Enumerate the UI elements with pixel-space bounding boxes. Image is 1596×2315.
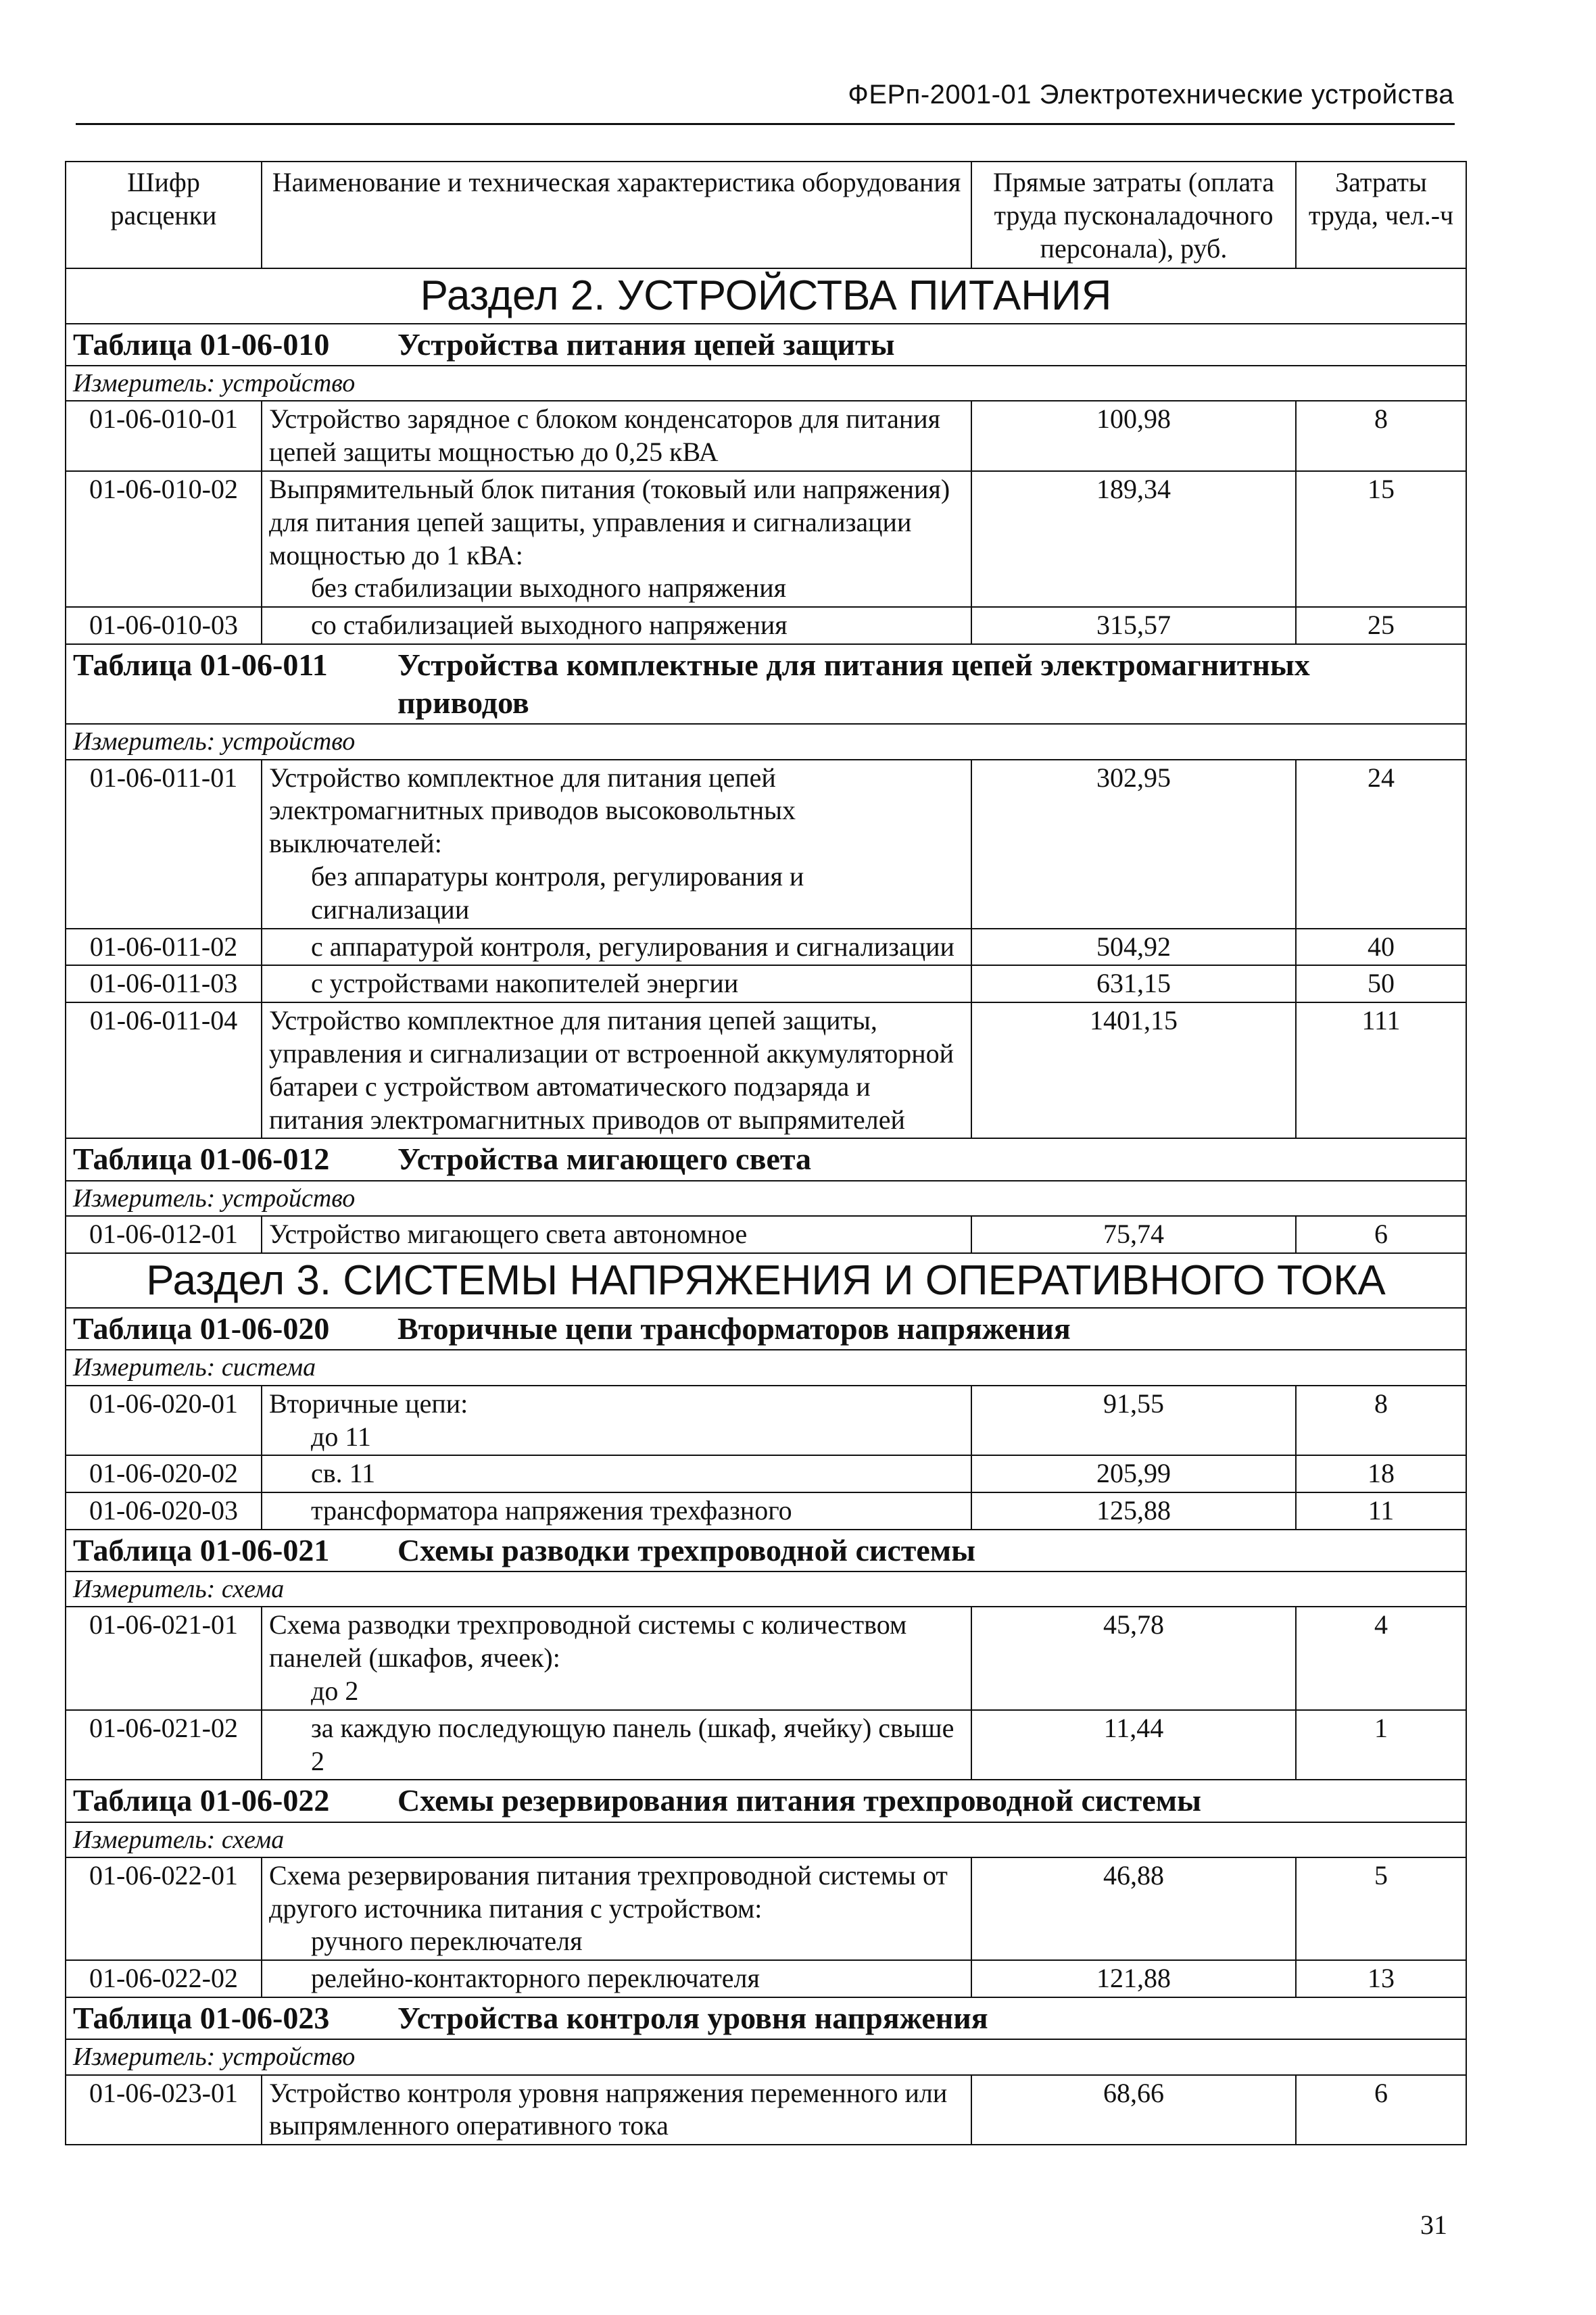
table-number: Таблица 01-06-022	[73, 1783, 330, 1818]
table-number: Таблица 01-06-010	[73, 327, 330, 362]
rate-code: 01-06-020-01	[66, 1386, 262, 1456]
rate-code: 01-06-012-01	[66, 1216, 262, 1253]
table-name: Устройства комплектные для питания цепей электромагнитных приводов	[397, 648, 1310, 721]
direct-cost: 189,34	[971, 471, 1296, 607]
direct-cost: 504,92	[971, 929, 1296, 966]
table-heading	[66, 1997, 1466, 2039]
rate-description: с устройствами накопителей энергии	[311, 968, 739, 999]
table-row	[66, 1607, 1466, 1709]
section-title: Раздел 3. СИСТЕМЫ НАПРЯЖЕНИЯ И ОПЕРАТИВНОГО ТОКА	[66, 1253, 1466, 1309]
unit-row	[66, 2039, 1466, 2074]
section-title: Раздел 2. УСТРОЙСТВА ПИТАНИЯ	[66, 268, 1466, 324]
unit-label: Измеритель: система	[66, 1350, 1466, 1385]
rate-description: трансформатора напряжения трехфазного	[311, 1495, 792, 1526]
rate-description: Устройство комплектное для питания цепей защиты, управления и сигнализации от встроенной аккумуляторной батареи с устройством автоматического подзаряда и питания электромагнитных приводов от выпрямителей	[269, 1005, 954, 1135]
column-header-name: Наименование и техническая характеристика оборудования	[262, 162, 971, 268]
unit-row	[66, 1571, 1466, 1607]
rate-description-cell	[262, 1492, 971, 1530]
rate-code: 01-06-020-02	[66, 1455, 262, 1492]
table-row	[66, 607, 1466, 644]
rate-code: 01-06-011-03	[66, 965, 262, 1002]
rate-description: Устройство контроля уровня напряжения переменного или выпрямленного оперативного тока	[269, 2077, 948, 2141]
rate-code: 01-06-021-01	[66, 1607, 262, 1709]
unit-label: Измеритель: устройство	[66, 2039, 1466, 2074]
table-name: Схемы резервирования питания трехпроводной системы	[397, 1783, 1202, 1818]
table-row	[66, 1492, 1466, 1530]
table-heading	[66, 324, 1466, 366]
labor-cost: 11	[1296, 1492, 1466, 1530]
table-heading-row	[66, 1530, 1466, 1571]
table-heading-row	[66, 644, 1466, 724]
rate-description-cell	[262, 1002, 971, 1138]
rate-description: до 11	[311, 1421, 371, 1452]
rate-code: 01-06-020-03	[66, 1492, 262, 1530]
rate-code: 01-06-011-04	[66, 1002, 262, 1138]
unit-row	[66, 724, 1466, 759]
table-body	[66, 268, 1466, 2145]
unit-label: Измеритель: устройство	[66, 724, 1466, 759]
labor-cost: 111	[1296, 1002, 1466, 1138]
direct-cost: 45,78	[971, 1607, 1296, 1709]
unit-row	[66, 1181, 1466, 1216]
table-row	[66, 1455, 1466, 1492]
rate-code: 01-06-011-01	[66, 760, 262, 929]
unit-label: Измеритель: устройство	[66, 366, 1466, 401]
rate-description-cell	[262, 1216, 971, 1253]
rate-description: релейно-контакторного переключателя	[311, 1963, 760, 1994]
rates-table	[65, 161, 1467, 2145]
rate-description-cell	[262, 471, 971, 607]
rate-code: 01-06-022-02	[66, 1960, 262, 1997]
table-row	[66, 1002, 1466, 1138]
rate-code: 01-06-022-01	[66, 1857, 262, 1960]
rate-description: со стабилизацией выходного напряжения	[311, 610, 788, 641]
labor-cost: 8	[1296, 1386, 1466, 1456]
direct-cost: 125,88	[971, 1492, 1296, 1530]
rate-description-cell	[262, 760, 971, 929]
column-header-cost: Прямые затраты (оплата труда пусконаладочного персонала), руб.	[971, 162, 1296, 268]
rate-description-cell	[262, 1960, 971, 1997]
unit-row	[66, 1822, 1466, 1857]
table-name: Устройства контроля уровня напряжения	[397, 2001, 988, 2036]
rate-description: за каждую последующую панель (шкаф, ячейку) свыше 2	[311, 1712, 954, 1776]
table-heading-row	[66, 1780, 1466, 1822]
rate-description: без аппаратуры контроля, регулирования и сигнализации	[311, 861, 804, 925]
table-heading-row	[66, 1997, 1466, 2039]
table-heading-row	[66, 324, 1466, 366]
unit-row	[66, 366, 1466, 401]
unit-row	[66, 1350, 1466, 1385]
table-name: Устройства питания цепей защиты	[397, 327, 895, 362]
direct-cost: 11,44	[971, 1710, 1296, 1780]
labor-cost: 40	[1296, 929, 1466, 966]
labor-cost: 24	[1296, 760, 1466, 929]
direct-cost: 1401,15	[971, 1002, 1296, 1138]
table-row	[66, 2075, 1466, 2145]
table-heading-row	[66, 1138, 1466, 1180]
table-row	[66, 471, 1466, 607]
direct-cost: 315,57	[971, 607, 1296, 644]
rate-description-cell	[262, 1386, 971, 1456]
group-intro: Схема резервирования питания трехпроводной системы от другого источника питания с устройством:	[269, 1859, 948, 1924]
labor-cost: 13	[1296, 1960, 1466, 1997]
rate-description-cell	[262, 1455, 971, 1492]
unit-label: Измеритель: схема	[66, 1571, 1466, 1607]
table-row	[66, 760, 1466, 929]
direct-cost: 91,55	[971, 1386, 1296, 1456]
rate-description: до 2	[311, 1676, 359, 1707]
rate-description-cell	[262, 1607, 971, 1709]
table-name: Схемы разводки трехпроводной системы	[397, 1532, 976, 1567]
section-title-row	[66, 268, 1466, 324]
table-row	[66, 965, 1466, 1002]
rate-code: 01-06-023-01	[66, 2075, 262, 2145]
table-heading-row	[66, 1308, 1466, 1350]
column-header-labor: Затраты труда, чел.-ч	[1296, 162, 1466, 268]
rate-code: 01-06-010-02	[66, 471, 262, 607]
table-row	[66, 929, 1466, 966]
table-number: Таблица 01-06-011	[73, 648, 328, 683]
labor-cost: 5	[1296, 1857, 1466, 1960]
group-intro: Схема разводки трехпроводной системы с количеством панелей (шкафов, ячеек):	[269, 1609, 907, 1674]
rate-code: 01-06-011-02	[66, 929, 262, 966]
direct-cost: 205,99	[971, 1455, 1296, 1492]
direct-cost: 68,66	[971, 2075, 1296, 2145]
table-row	[66, 1710, 1466, 1780]
rate-description: ручного переключателя	[311, 1926, 583, 1957]
rate-description: св. 11	[311, 1458, 376, 1489]
table-number: Таблица 01-06-023	[73, 2001, 330, 2036]
direct-cost: 46,88	[971, 1857, 1296, 1960]
labor-cost: 25	[1296, 607, 1466, 644]
table-name: Вторичные цепи трансформаторов напряжения	[397, 1311, 1071, 1346]
unit-label: Измеритель: схема	[66, 1822, 1466, 1857]
labor-cost: 50	[1296, 965, 1466, 1002]
table-number: Таблица 01-06-012	[73, 1142, 330, 1177]
table-heading	[66, 1780, 1466, 1822]
table-number: Таблица 01-06-021	[73, 1532, 330, 1567]
rate-description: без стабилизации выходного напряжения	[311, 572, 787, 604]
labor-cost: 6	[1296, 1216, 1466, 1253]
group-intro: Вторичные цепи:	[269, 1388, 468, 1419]
labor-cost: 18	[1296, 1455, 1466, 1492]
column-header-row	[66, 162, 1466, 268]
table-row	[66, 1857, 1466, 1960]
labor-cost: 8	[1296, 401, 1466, 471]
labor-cost: 15	[1296, 471, 1466, 607]
table-number: Таблица 01-06-020	[73, 1311, 330, 1346]
direct-cost: 302,95	[971, 760, 1296, 929]
header-rule	[76, 123, 1455, 125]
rate-description: Устройство мигающего света автономное	[269, 1218, 748, 1249]
table-row	[66, 1216, 1466, 1253]
group-intro: Устройство комплектное для питания цепей электромагнитных приводов высоковольтных выключателей:	[269, 762, 796, 859]
column-header-code: Шифр расценки	[66, 162, 262, 268]
labor-cost: 4	[1296, 1607, 1466, 1709]
table-row	[66, 401, 1466, 471]
page-number: 31	[1420, 2210, 1447, 2240]
table-heading	[66, 644, 1466, 724]
rate-code: 01-06-021-02	[66, 1710, 262, 1780]
rate-description-cell	[262, 1857, 971, 1960]
direct-cost: 100,98	[971, 401, 1296, 471]
running-header: ФЕРп-2001-01 Электротехнические устройства	[848, 80, 1454, 109]
rate-code: 01-06-010-03	[66, 607, 262, 644]
table-heading	[66, 1308, 1466, 1350]
table-heading	[66, 1138, 1466, 1180]
unit-label: Измеритель: устройство	[66, 1181, 1466, 1216]
table-row	[66, 1960, 1466, 1997]
table-row	[66, 1386, 1466, 1456]
table-heading	[66, 1530, 1466, 1571]
rate-code: 01-06-010-01	[66, 401, 262, 471]
rate-description-cell	[262, 929, 971, 966]
labor-cost: 1	[1296, 1710, 1466, 1780]
rate-description-cell	[262, 401, 971, 471]
rate-description: с аппаратурой контроля, регулирования и сигнализации	[311, 931, 954, 962]
labor-cost: 6	[1296, 2075, 1466, 2145]
direct-cost: 631,15	[971, 965, 1296, 1002]
rate-description-cell	[262, 965, 971, 1002]
table-name: Устройства мигающего света	[397, 1142, 812, 1177]
group-intro: Выпрямительный блок питания (токовый или напряжения) для питания цепей защиты, управления и сигнализации мощностью до 1 кВА:	[269, 474, 950, 570]
section-title-row	[66, 1253, 1466, 1309]
direct-cost: 75,74	[971, 1216, 1296, 1253]
rate-description-cell	[262, 2075, 971, 2145]
rate-description-cell	[262, 607, 971, 644]
direct-cost: 121,88	[971, 1960, 1296, 1997]
rate-description: Устройство зарядное с блоком конденсаторов для питания цепей защиты мощностью до 0,25 кВА	[269, 404, 941, 468]
rate-description-cell	[262, 1710, 971, 1780]
